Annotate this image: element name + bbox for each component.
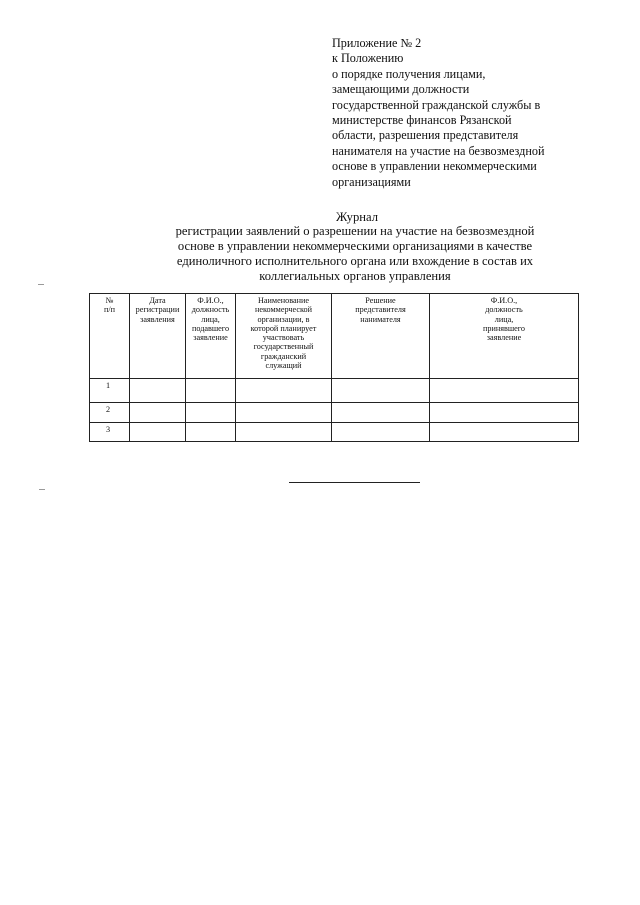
column-header-applicant: Ф.И.О., должность лица, подавшего заявление: [186, 294, 236, 379]
table-row: [90, 423, 579, 442]
appendix-line: области, разрешения представителя: [332, 128, 519, 143]
register-table-wrapper: [89, 293, 579, 442]
closing-line: [289, 482, 420, 483]
appendix-line: министерстве финансов Рязанской: [332, 113, 512, 128]
table-cell: [130, 403, 186, 423]
appendix-line: нанимателя на участие на безвозмездной: [332, 143, 545, 158]
scan-margin-mark: [39, 486, 45, 490]
table-cell: [186, 379, 236, 403]
table-cell: [186, 423, 236, 442]
table-row: [90, 403, 579, 423]
table-cell: [236, 423, 332, 442]
table-cell: [332, 403, 430, 423]
table-cell: [430, 403, 579, 423]
journal-subtitle: [110, 224, 600, 284]
table-cell: 3: [90, 423, 130, 442]
table-cell: [130, 423, 186, 442]
table-cell: [430, 423, 579, 442]
table-header-row: [90, 294, 579, 379]
journal-subtitle-line: коллегиальных органов управления: [259, 269, 451, 283]
column-header-receiver: Ф.И.О., должность лица, принявшего заявление: [430, 294, 579, 379]
table-cell: 2: [90, 403, 130, 423]
journal-subtitle-line: единоличного исполнительного органа или вхождение в состав их: [176, 254, 534, 268]
appendix-line: о порядке получения лицами,: [332, 66, 486, 81]
column-header-number: № п/п: [90, 294, 130, 379]
appendix-line: основе в управлении некоммерческими: [332, 159, 537, 174]
journal-subtitle-line: основе в управлении некоммерческими организациями в качестве: [177, 239, 533, 253]
register-table: [89, 293, 579, 442]
table-cell: [332, 379, 430, 403]
journal-title: Журнал: [336, 210, 378, 224]
appendix-block: [332, 36, 602, 190]
scan-margin-mark: [38, 281, 44, 285]
column-header-organization: Наименование некоммерческой организации, в которой планирует участвовать государственный гражданский служащий: [236, 294, 332, 379]
table-cell: [430, 379, 579, 403]
appendix-line: замещающими должности: [332, 82, 470, 97]
column-header-decision: Решение представителя нанимателя: [332, 294, 430, 379]
table-cell: [236, 379, 332, 403]
table-row: [90, 379, 579, 403]
table-cell: [130, 379, 186, 403]
table-cell: 1: [90, 379, 130, 403]
table-cell: [332, 423, 430, 442]
appendix-line: организациями: [332, 174, 411, 189]
table-cell: [236, 403, 332, 423]
appendix-line: к Положению: [332, 51, 404, 66]
appendix-line: государственной гражданской службы в: [332, 97, 541, 112]
appendix-line: Приложение № 2: [332, 36, 422, 50]
table-cell: [186, 403, 236, 423]
column-header-registration-date: Дата регистрации заявления: [130, 294, 186, 379]
journal-subtitle-line: регистрации заявлений о разрешении на участие на безвозмездной: [175, 224, 535, 238]
